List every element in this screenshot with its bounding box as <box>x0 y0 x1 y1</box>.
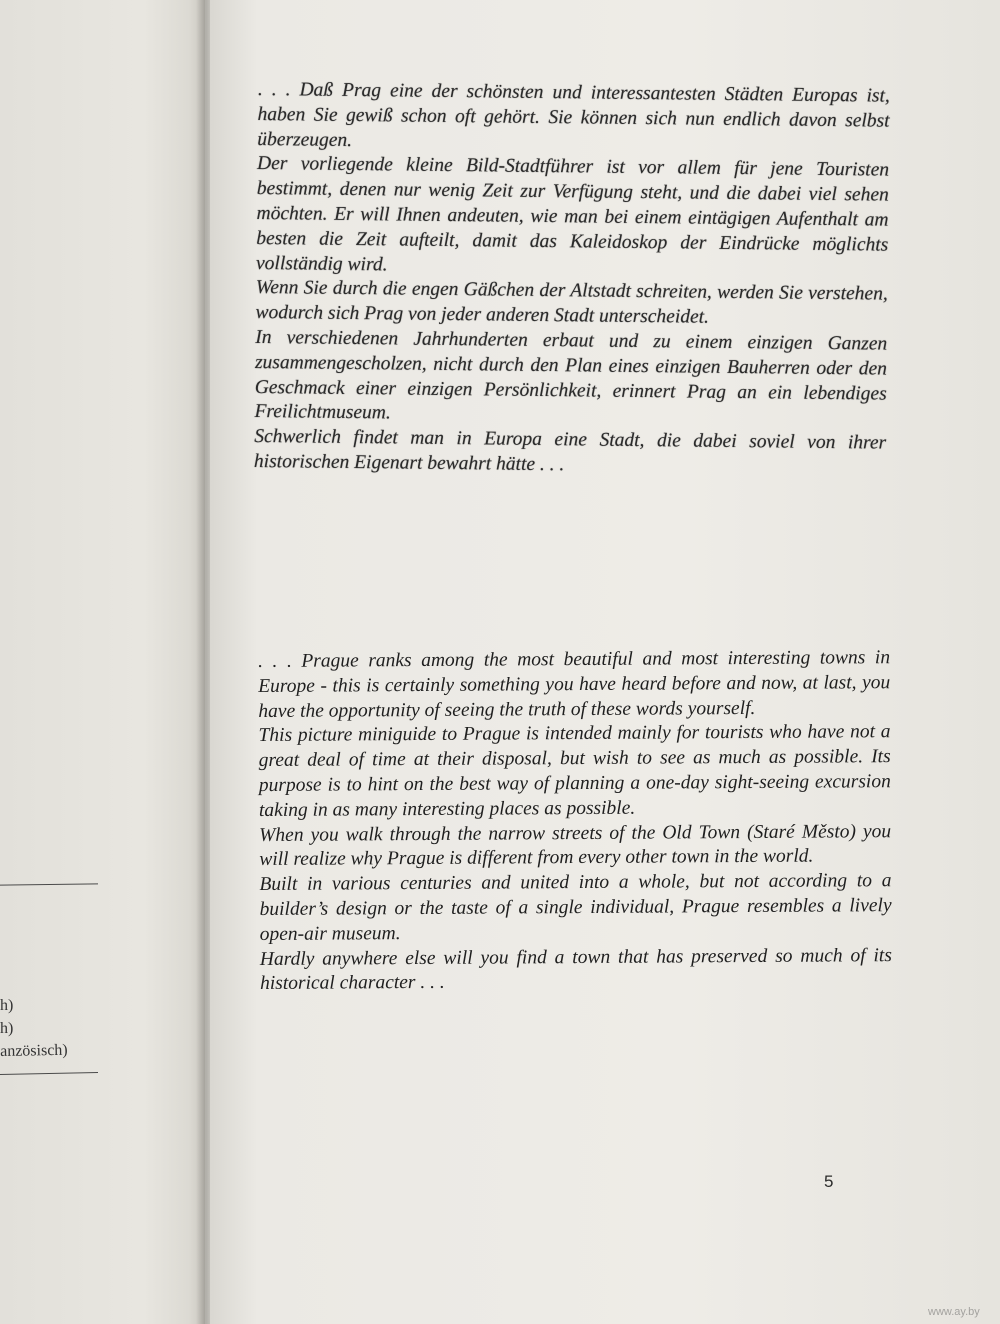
left-page-fragment-line: anzösisch) <box>0 1041 68 1060</box>
english-paragraph: Hardly anywhere else will you find a town that has preserved so much of its historical character . . . <box>259 944 892 995</box>
left-page-fragment-line: h) <box>0 1020 14 1037</box>
english-paragraph: When you walk through the narrow streets of the Old Town (Staré Město) you will realize why Prague is different from every other town in the world. <box>259 820 892 871</box>
left-page-fragment <box>0 0 205 1324</box>
german-paragraph: Schwerlich findet man in Europa eine Stadt, die dabei soviel von ihrer historischen Eigenart bewahrt hätte . . . <box>253 426 887 476</box>
german-paragraph: . . . Daß Prag eine der schönsten und interessantesten Städten Europas ist, haben Sie gewiß schon oft gehört. Sie können sich nun endlich davon selbst überzeugen. <box>257 78 890 151</box>
right-page <box>210 0 1000 1324</box>
watermark: www.ay.by <box>928 1306 980 1318</box>
english-paragraph: This picture miniguide to Prague is intended mainly for tourists who have not a great deal of time at their disposal, but wish to see as much as possible. Its purpose is to hint on the best way of planning a one-day sight-seeing excursion taking in as many interesting places as possible. <box>258 721 891 821</box>
german-paragraph: Wenn Sie durch die engen Gäßchen der Altstadt schreiten, werden Sie verstehen, wodurch sich Prag von jeder anderen Stadt unterscheidet. <box>255 277 888 328</box>
english-paragraph: Built in various centuries and united into a whole, but not according to a builder’s design or the taste of a single individual, Prague resembles a lively open-air museum. <box>259 870 892 945</box>
german-paragraph: In verschiedenen Jahrhunderten erbaut und zu einem einzigen Ganzen zusammengescholzen, nicht durch den Plan eines einzigen Bauherren oder den Geschmack einer einzigen Persönlichkeit, erinnert Prag an ein lebendiges Freilichtmuseum. <box>254 326 888 424</box>
left-page-rule-top <box>0 883 98 885</box>
english-paragraph: . . . Prague ranks among the most beautiful and most interesting towns in Europe - this is certainly something you have heard before and now, at last, you have the opportunity of seeing the truth of these words yourself. <box>258 647 891 722</box>
page-number: 5 <box>824 1172 834 1191</box>
left-page-rule-bottom <box>0 1072 98 1075</box>
english-introduction <box>258 646 892 997</box>
left-page-fragment-line: h) <box>0 997 14 1014</box>
german-paragraph: Der vorliegende kleine Bild-Stadtführer ist vor allem für jene Touristen bestimmt, denen nur wenig Zeit zur Verfügung steht, und die dabei viel sehen möchten. Er will Ihnen andeuten, wie man bei einem eintägigen Aufenthalt am besten die Zeit aufteilt, damit das Kaleidoskop der Eindrücke möglichts vollständig wird. <box>255 153 890 275</box>
german-introduction <box>254 78 890 481</box>
